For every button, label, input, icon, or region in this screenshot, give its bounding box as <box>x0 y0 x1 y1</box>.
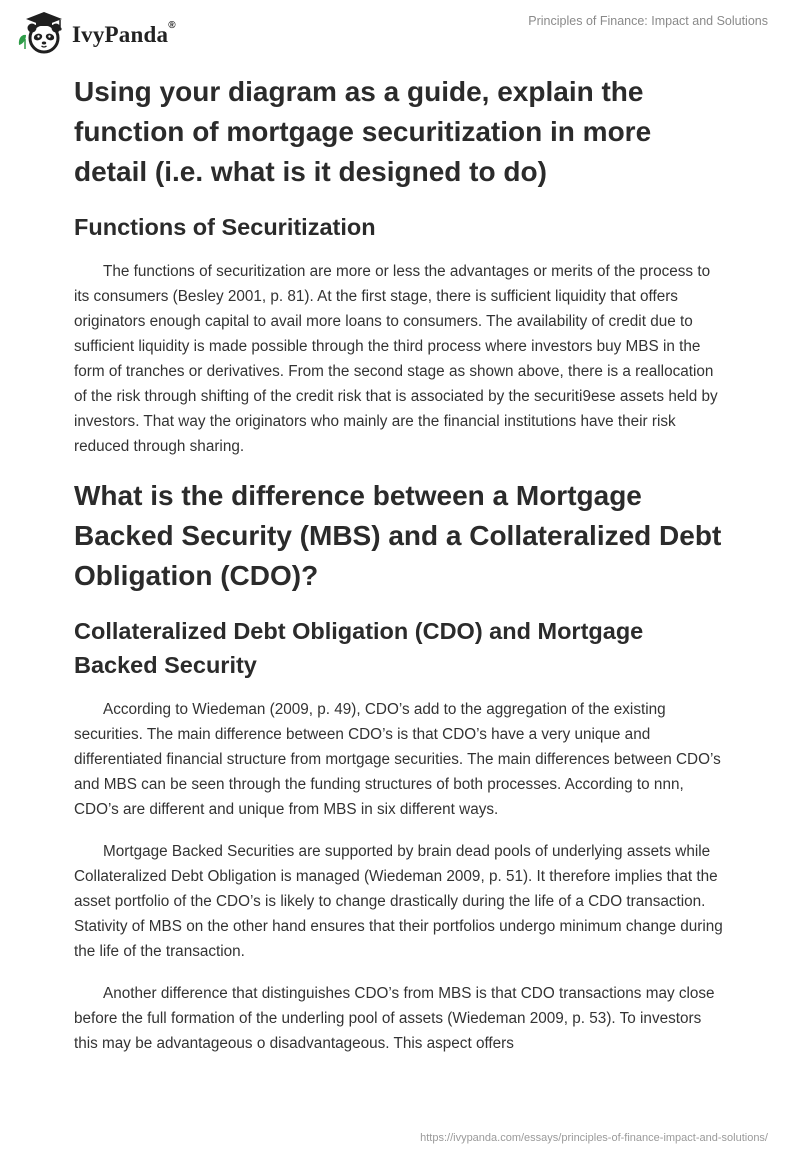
ivypanda-logo[interactable] <box>16 9 176 57</box>
source-url[interactable]: https://ivypanda.com/essays/principles-of-finance-impact-and-solutions/ <box>420 1132 768 1144</box>
question-heading-mbs-cdo: What is the difference between a Mortgage Backed Security (MBS) and a Collateralized Debt Obligation (CDO)? <box>74 480 722 591</box>
question-heading-securitization: Using your diagram as a guide, explain the function of mortgage securitization in more detail (i.e. what is it designed to do) <box>74 76 652 187</box>
paragraph-cdo-3: Another difference that distinguishes CDO’s from MBS is that CDO transactions may close before the full formation of the underling pool of assets (Wiedeman 2009, p. 53). To investors this may be advantageous o disadvantageous. This aspect offers <box>74 985 715 1052</box>
page-header <box>0 0 800 64</box>
logo-wordmark: IvyPanda® <box>72 20 176 47</box>
document-title: Principles of Finance: Impact and Solutions <box>528 14 768 28</box>
section-heading-functions: Functions of Securitization <box>74 214 376 240</box>
paragraph-functions: The functions of securitization are more or less the advantages or merits of the process to its consumers (Besley 2001, p. 81). At the first stage, there is sufficient liquidity that offers originators enough capital to avail more loans to consumers. The availability of credit due to sufficient liquidity is made possible through the third process where investors buy MBS in the form of tranches or derivatives. From the second stage as shown above, there is a reallocation of the risk through shifting of the credit risk that is associated by the securiti9ese assets held by investors. That way the originators who mainly are the financial institutions have their risk reduced through sharing. <box>74 263 718 455</box>
paragraph-cdo-1: According to Wiedeman (2009, p. 49), CDO’s add to the aggregation of the existing securities. The main difference between CDO’s is that CDO’s have a very unique and differentiated financial structure from mortgage securities. The main differences between CDO’s and MBS can be seen through the funding structures of both processes. According to nnn, CDO’s are different and unique from MBS in six different ways. <box>74 701 721 818</box>
section-heading-cdo-mbs: Collateralized Debt Obligation (CDO) and Mortgage Backed Security <box>74 618 644 678</box>
panda-graduation-cap-icon <box>16 9 68 57</box>
paragraph-cdo-2: Mortgage Backed Securities are supported by brain dead pools of underlying assets while Collateralized Debt Obligation is managed (Wiedeman 2009, p. 51). It therefore implies that the asset portfolio of the CDO’s is likely to change drastically during the life of a CDO transaction. Stativity of MBS on the other hand ensures that their portfolios undergo minimum change during the life of the transaction. <box>74 843 723 960</box>
essay-content <box>74 72 726 1073</box>
